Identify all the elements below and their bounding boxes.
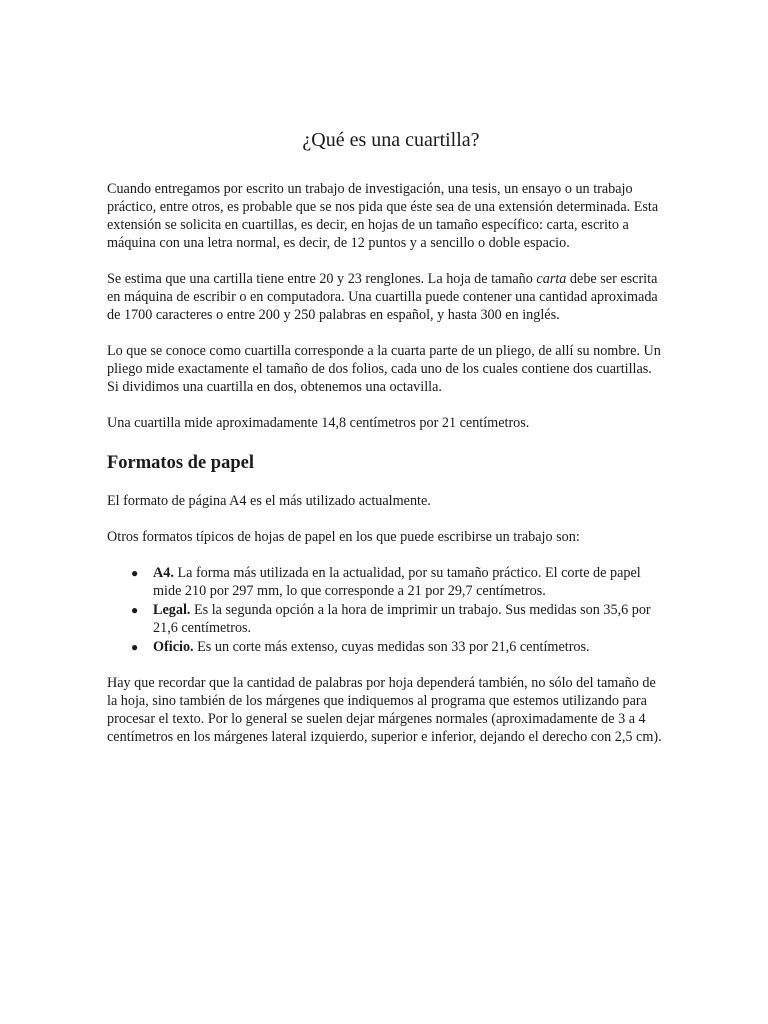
section-heading: Formatos de papel	[107, 453, 254, 473]
paragraph-lines-italic: carta	[536, 271, 567, 287]
paragraph-closing: Hay que recordar que la cantidad de palabras por hoja dependerá también, no sólo del tamaño de la hoja, sino también de los márgenes que indiquemos al programa que estemos utilizando para procesar el texto. Por lo general se suelen dejar márgenes normales (aproximadamente de 3 a 4 centímetros en los márgenes lateral izquierdo, superior e inferior, dejando el derecho con 2,5 cm).	[107, 675, 662, 746]
paragraph-lines-after: debe ser escrita en máquina de escribir o en computadora. Una cuartilla puede contener una cantidad aproximada de 1700 caracteres o entre 200 y 250 palabras en español, y hasta 300 en inglés.	[107, 271, 658, 323]
paragraph-definition: Cuando entregamos por escrito un trabajo de investigación, una tesis, un ensayo o un trabajo práctico, entre otros, es probable que se nos pida que éste sea de una extensión determinada. Esta extensión se solicita en cuartillas, es decir, en hojas de un tamaño específico: carta, escrito a máquina con una letra normal, es decir, de 12 puntos y a sencillo o doble espacio.	[107, 181, 659, 251]
page-title: ¿Qué es una cuartilla?	[302, 129, 480, 151]
paragraph-size: Una cuartilla mide aproximadamente 14,8 centímetros por 21 centímetros.	[107, 415, 530, 431]
list-item-text: Es la segunda opción a la hora de imprimir un trabajo. Sus medidas son 35,6 por 21,6 centímetros.	[153, 602, 651, 637]
paragraph-a4-intro: El formato de página A4 es el más utilizado actualmente.	[107, 493, 431, 510]
list-item-term: A4.	[153, 565, 174, 582]
list-item-term: Legal.	[153, 602, 191, 619]
bullet-icon: ●	[131, 566, 139, 581]
list-item-term: Oficio.	[153, 639, 194, 656]
paragraph-lines-before: Se estima que una cartilla tiene entre 20 y 23 renglones. La hoja de tamaño	[107, 271, 537, 287]
paragraph-lines	[107, 270, 667, 324]
list-item-text: Es un corte más extenso, cuyas medidas son 33 por 21,6 centímetros.	[193, 639, 590, 656]
bullet-icon: ●	[131, 640, 139, 655]
bullet-icon: ●	[131, 603, 139, 618]
paragraph-pliego: Lo que se conoce como cuartilla corresponde a la cuarta parte de un pliego, de allí su nombre. Un pliego mide exactamente el tamaño de dos folios, cada uno de los cuales contiene dos cuartillas. Si dividimos una cuartilla en dos, obtenemos una octavilla.	[107, 343, 661, 395]
list-item	[131, 638, 667, 656]
list-item	[131, 564, 667, 600]
list-item-text: La forma más utilizada en la actualidad, por su tamaño práctico. El corte de papel mide 210 por 297 mm, lo que corresponde a 21 por 29,7 centímetros.	[153, 565, 641, 600]
document-page	[107, 128, 667, 746]
paragraph-formats-lead: Otros formatos típicos de hojas de papel en los que puede escribirse un trabajo son:	[107, 529, 580, 546]
formats-list	[107, 564, 667, 656]
list-item	[131, 601, 667, 637]
